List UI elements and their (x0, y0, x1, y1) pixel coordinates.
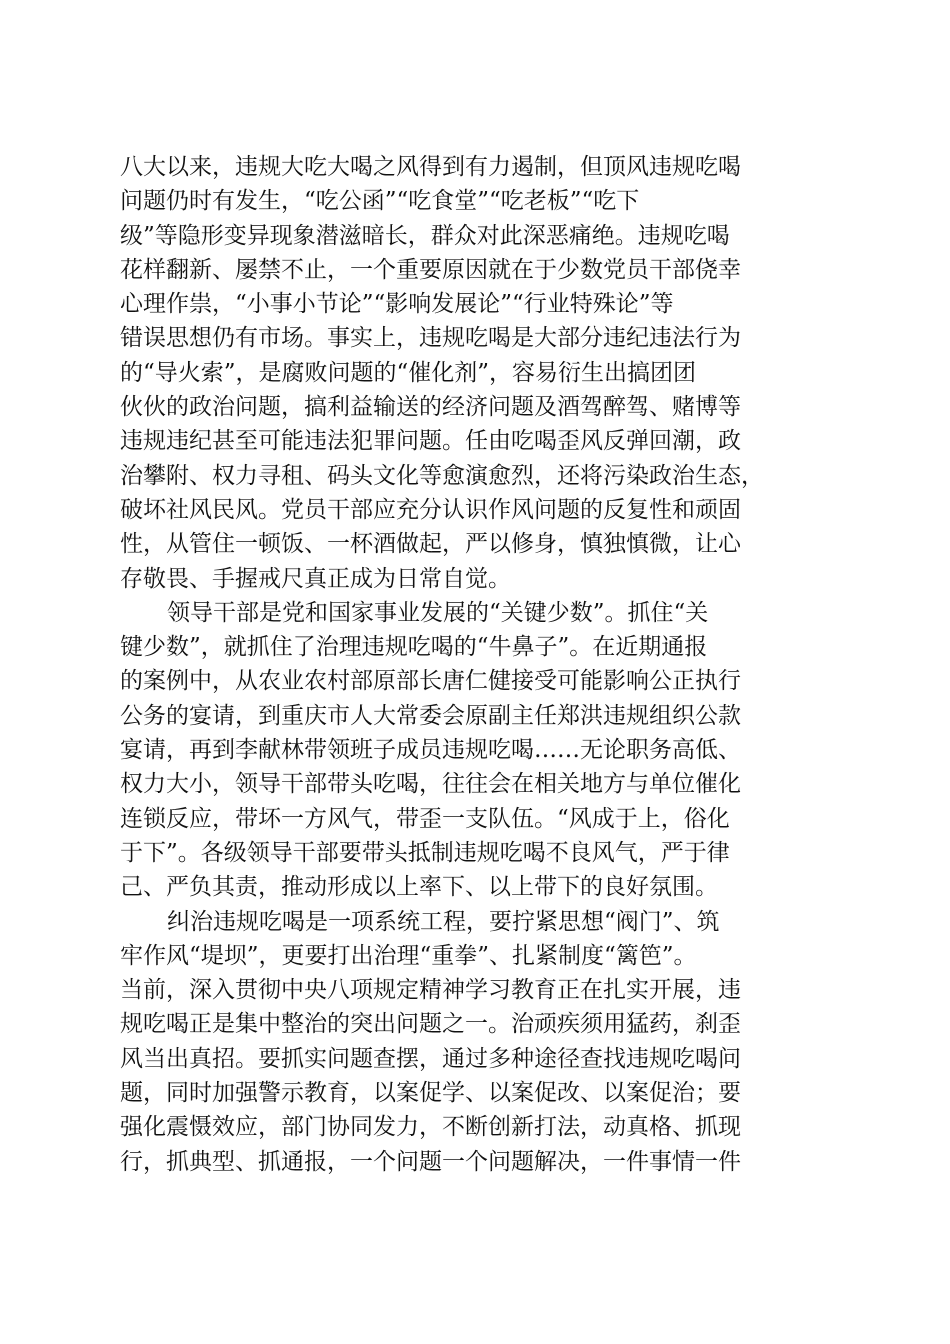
text-line: 牢作风“堤坝”，更要打出治理“重拳”、扎紧制度“篱笆”。 (120, 942, 697, 969)
text-line-first: 领导干部是党和国家事业发展的“关键少数”。抓住“关 (167, 599, 709, 626)
text-line: 问题仍时有发生，“吃公函”“吃食堂”“吃老板”“吃下 (120, 188, 640, 215)
text-line: 规吃喝正是集中整治的突出问题之一。治顽疾须用猛药，刹歪 (120, 1011, 741, 1038)
text-line: 己、严负其责，推动形成以上率下、以上带下的良好氛围。 (120, 874, 718, 901)
text-line: 连锁反应，带坏一方风气，带歪一支队伍。“风成于上，俗化 (120, 805, 730, 832)
paragraph-3 (120, 905, 840, 1179)
text-line: 八大以来，违规大吃大喝之风得到有力遏制，但顶风违规吃喝 (120, 154, 741, 180)
text-line: 花样翻新、屡禁不止，一个重要原因就在于少数党员干部侥幸 (120, 256, 741, 283)
text-line: 宴请，再到李献林带领班子成员违规吃喝……无论职务高低、 (120, 737, 741, 764)
text-line: 键少数”，就抓住了治理违规吃喝的“牛鼻子”。在近期通报 (120, 634, 708, 661)
text-line: 错误思想仍有市场。事实上，违规吃喝是大部分违纪违法行为 (120, 325, 741, 352)
text-line: 级”等隐形变异现象潜滋暗长，群众对此深恶痛绝。违规吃喝 (120, 222, 730, 249)
paragraph-1 (120, 150, 840, 596)
text-line: 公务的宴请，到重庆市人大常委会原副主任郑洪违规组织公款 (120, 702, 741, 729)
text-line: 存敬畏、手握戒尺真正成为日常自觉。 (120, 565, 511, 592)
paragraph-2 (120, 596, 840, 905)
text-line: 于下”。各级领导干部要带头抵制违规吃喝不良风气，严于律 (120, 839, 730, 866)
text-line: 行，抓典型、抓通报，一个问题一个问题解决，一件事情一件 (120, 1148, 741, 1175)
text-line: 的“导火索”，是腐败问题的“催化剂”，容易衍生出搞团团 (120, 359, 697, 386)
text-line: 当前，深入贯彻中央八项规定精神学习教育正在扎实开展，违 (120, 977, 741, 1004)
text-line: 风当出真招。要抓实问题查摆，通过多种途径查找违规吃喝问 (120, 1045, 741, 1072)
article-body (120, 150, 840, 1179)
text-line: 权力大小，领导干部带头吃喝，往往会在相关地方与单位催化 (120, 771, 741, 798)
text-line: 强化震慑效应，部门协同发力，不断创新打法，动真格、抓现 (120, 1114, 741, 1141)
text-line-first: 纠治违规吃喝是一项系统工程，要拧紧思想“阀门”、筑 (167, 908, 720, 935)
text-line: 心理作祟，“小事小节论”“影响发展论”“行业特殊论”等 (120, 291, 674, 318)
text-line: 伙伙的政治问题，搞利益输送的经济问题及酒驾醉驾、赌博等 (120, 394, 741, 421)
text-line: 性，从管住一顿饭、一杯酒做起，严以修身，慎独慎微，让心 (120, 531, 741, 558)
text-line: 违规违纪甚至可能违法犯罪问题。任由吃喝歪风反弹回潮，政 (120, 428, 741, 455)
text-line: 题，同时加强警示教育，以案促学、以案促改、以案促治；要 (120, 1080, 741, 1107)
text-line: 破坏社风民风。党员干部应充分认识作风问题的反复性和顽固 (120, 496, 741, 523)
text-line: 的案例中，从农业农村部原部长唐仁健接受可能影响公正执行 (120, 668, 741, 695)
text-line: 治攀附、权力寻租、码头文化等愈演愈烈，还将污染政治生态， (120, 462, 764, 489)
